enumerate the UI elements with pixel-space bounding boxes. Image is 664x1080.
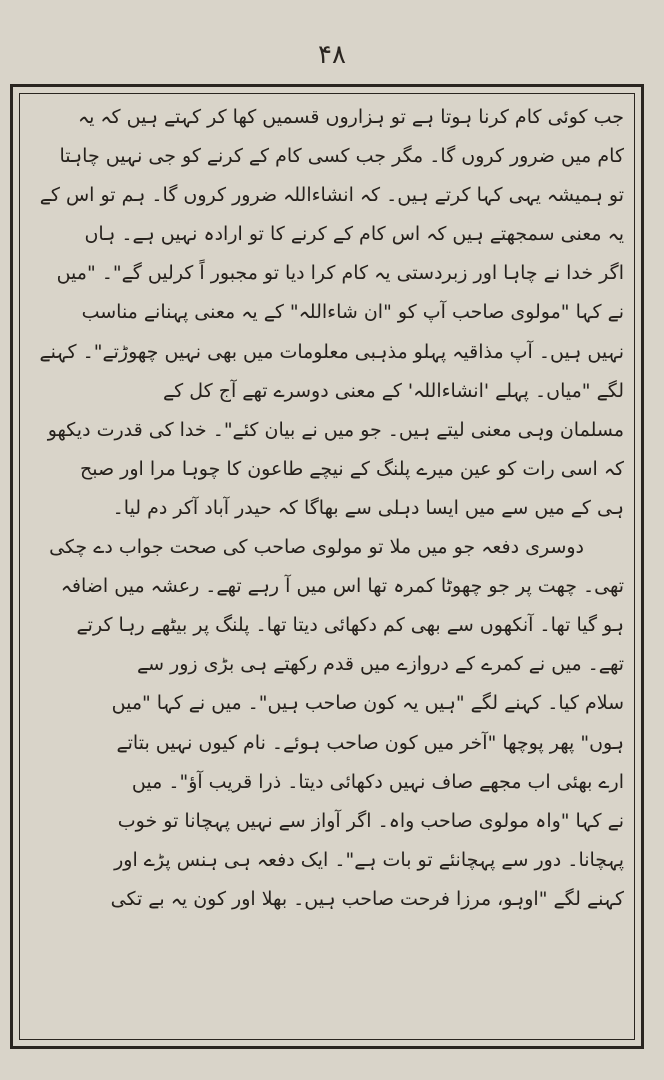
text-line: مسلمان وہی معنی لیتے ہیں۔ جو میں نے بیان کئے"۔ خدا کی قدرت دیکھو (47, 418, 624, 441)
text-line: کہنے لگے "اوہو، مرزا فرحت صاحب ہیں۔ بھلا اور کون یہ بے تکی (110, 887, 624, 910)
paragraph-start-line: دوسری دفعہ جو میں ملا تو مولوی صاحب کی صحت جواب دے چکی (49, 536, 584, 559)
text-line: اگر خدا نے چاہا اور زبردستی یہ کام کرا دیا تو مجبور اً کرلیں گے"۔ "میں (56, 262, 624, 285)
text-line: پہچانا۔ دور سے پہچانئے تو بات ہے"۔ ایک دفعہ ہی ہنس پڑے اور (114, 848, 624, 871)
text-line: ہی کے میں سے میں ایسا دہلی سے بھاگا کہ حیدر آباد آکر دم لیا۔ (112, 496, 624, 519)
text-line: تھے۔ میں نے کمرے کے دروازے میں قدم رکھتے ہی بڑی زور سے (136, 653, 624, 676)
text-line: سلام کیا۔ کہنے لگے "ہیں یہ کون صاحب ہیں"۔ میں نے کہا "میں (111, 692, 624, 715)
text-line: نہیں ہیں۔ آپ مذاقیہ پہلو مذہبی معلومات میں بھی نہیں چھوڑتے"۔ کہنے (40, 340, 624, 363)
text-line: یہ معنی سمجھتے ہیں کہ اس کام کے کرنے کا تو ارادہ نہیں ہے۔ ہاں (84, 223, 624, 246)
text-line: تھی۔ چھت پر جو چھوٹا کمرہ تھا اس میں آ رہے تھے۔ رعشہ میں اضافہ (60, 575, 624, 598)
page-number: ۴۸ (318, 40, 346, 70)
text-line: نے کہا "واہ مولوی صاحب واہ۔ اگر آواز سے نہیں پہچانا تو خوب (117, 809, 624, 832)
text-line: ہو گیا تھا۔ آنکھوں سے بھی کم دکھائی دیتا تھا۔ پلنگ پر بیٹھے رہا کرتے (76, 614, 624, 637)
text-line: کہ اسی رات کو عین میرے پلنگ کے نیچے طاعون کا چوہا مرا اور صبح (80, 457, 624, 480)
text-line: لگے "میاں۔ پہلے 'انشاءاللہ' کے معنی دوسرے تھے آج کل کے (163, 379, 624, 402)
text-line: جب کوئی کام کرنا ہوتا ہے تو ہزاروں قسمیں کھا کر کہتے ہیں کہ یہ (77, 106, 624, 128)
text-line: ہوں" پھر پوچھا "آخر میں کون صاحب ہوئے۔ نام کیوں نہیں بتاتے (116, 731, 624, 754)
text-line: تو ہمیشہ یہی کہا کرتے ہیں۔ کہ انشاءاللہ ضرور کروں گا۔ ہم تو اس کے (40, 184, 624, 207)
text-line: کام میں ضرور کروں گا۔ مگر جب کسی کام کے کرنے کو جی نہیں چاہتا (59, 145, 624, 168)
body-text (40, 98, 624, 1038)
text-line: نے کہا "مولوی صاحب آپ کو "ان شاءاللہ" کے یہ معنی پہنانے مناسب (81, 301, 624, 324)
text-line: ارے بھئی اب مجھے صاف نہیں دکھائی دیتا۔ ذرا قریب آؤ"۔ میں (131, 770, 624, 793)
